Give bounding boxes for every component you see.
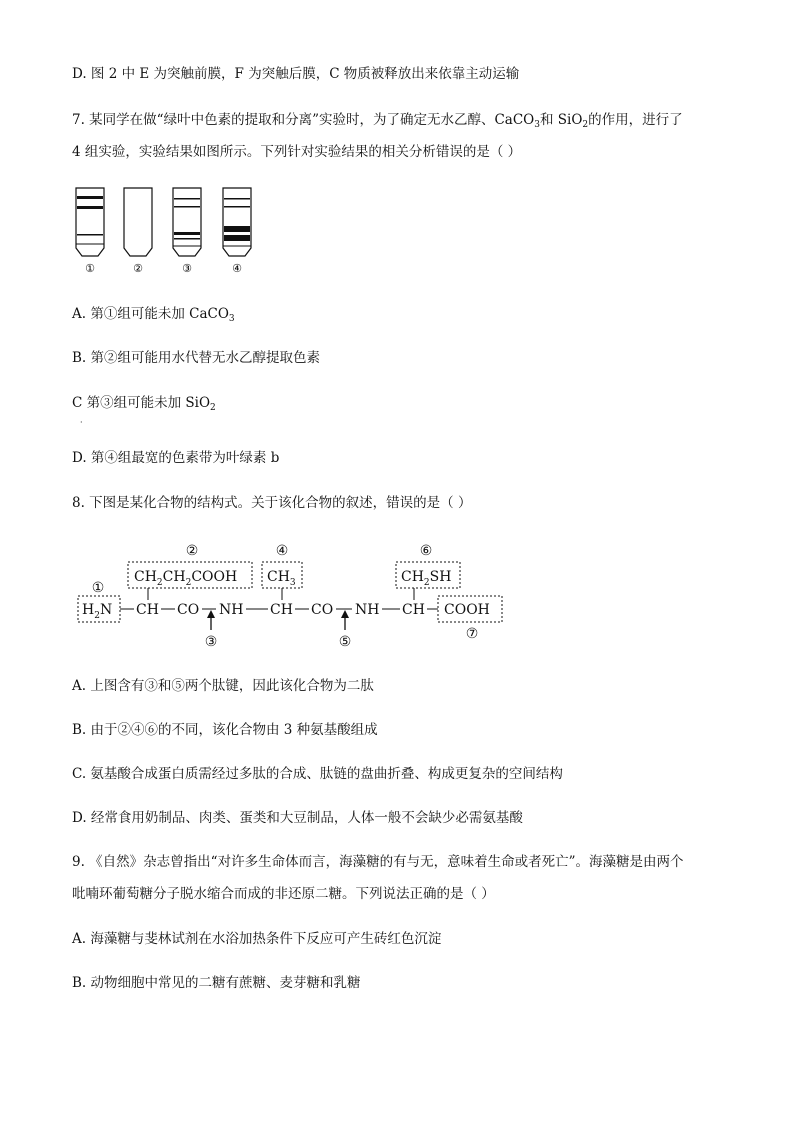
question-9-stem-line-1: 9. 《自然》杂志曾指出“对许多生命体而言，海藻糖的有与无，意味着生命或者死亡”。海藻糖是由两个 (72, 854, 684, 870)
marker-2: ② (185, 543, 199, 559)
filter-strip-1 (76, 188, 104, 256)
question-8-option-d: D. 经常食用奶制品、肉类、蛋类和大豆制品，人体一般不会缺少必需氨基酸 (72, 810, 523, 826)
option-text: A. 第①组可能未加 CaCO (72, 306, 229, 322)
tube-label-3: ③ (182, 262, 192, 275)
carbonyl-2: CO (311, 602, 334, 618)
q7-text-part: 的作用，进行了 (588, 112, 683, 128)
subscript: 3 (228, 314, 235, 324)
question-8-option-c: C. 氨基酸合成蛋白质需经过多肽的合成、肽链的盘曲折叠、构成更复杂的空间结构 (72, 766, 563, 782)
q7-text-part: 和 SiO (539, 112, 583, 128)
question-7-option-d: D. 第④组最宽的色素带为叶绿素 b (72, 450, 280, 466)
r-group-6: $CH_2SH$ (401, 569, 452, 588)
filter-strip-3 (173, 188, 201, 256)
structural-formula-figure (68, 538, 518, 648)
question-7-stem-line-1 (72, 110, 683, 135)
filter-strip-2 (124, 188, 152, 256)
carbonyl-1: CO (177, 602, 200, 618)
tube-label-2: ② (133, 262, 143, 275)
question-8-option-b: B. 由于②④⑥的不同，该化合物由 3 种氨基酸组成 (72, 722, 378, 738)
amide-nh-2: NH (355, 602, 380, 618)
amino-group: $H_2N$ (82, 602, 113, 621)
subscript: 2 (582, 120, 589, 130)
marker-4: ④ (275, 543, 289, 559)
question-9-option-b: B. 动物细胞中常见的二糖有蔗糖、麦芽糖和乳糖 (72, 975, 361, 991)
question-9-stem-line-2: 吡喃环葡萄糖分子脱水缩合而成的非还原二糖。下列说法正确的是（ ） (72, 886, 495, 902)
question-6-option-d: D. 图 2 中 E 为突触前膜，F 为突触后膜，C 物质被释放出来依靠主动运输 (72, 66, 520, 82)
r-group-2: $CH_2CH_2COOH$ (134, 569, 238, 588)
question-7-option-a (72, 304, 235, 329)
tube-label-1: ① (85, 262, 95, 275)
question-9-option-a: A. 海藻糖与斐林试剂在水浴加热条件下反应可产生砖红色沉淀 (72, 931, 442, 947)
question-7-option-c (72, 393, 216, 418)
question-7-stem-line-2: 4 组实验，实验结果如图所示。下列针对实验结果的相关分析错误的是（ ） (72, 144, 522, 160)
question-7-option-b: B. 第②组可能用水代替无水乙醇提取色素 (72, 350, 321, 366)
marker-6: ⑥ (419, 543, 433, 559)
question-8-stem: 8. 下图是某化合物的结构式。关于该化合物的叙述，错误的是（ ） (72, 495, 472, 511)
q7-text-part: 7. 某同学在做“绿叶中色素的提取和分离”实验时，为了确定无水乙醇、CaCO (72, 112, 535, 128)
alpha-carbon-2: CH (270, 602, 293, 618)
filter-strip-4 (223, 188, 251, 256)
alpha-carbon-3: CH (402, 602, 425, 618)
subscript: 3 (534, 120, 540, 130)
marker-5: ⑤ (338, 634, 352, 648)
subscript: 2 (210, 403, 216, 413)
question-8-option-a: A. 上图含有③和⑤两个肽键，因此该化合物为二肽 (72, 678, 374, 694)
marker-3: ③ (204, 634, 218, 648)
chromatography-figure (72, 186, 272, 278)
alpha-carbon-1: CH (136, 602, 159, 618)
carboxyl-group: COOH (444, 602, 490, 618)
marker-7: ⑦ (465, 626, 479, 642)
stray-dot: · (80, 418, 83, 427)
option-text: C 第③组可能未加 SiO (72, 395, 211, 411)
marker-1: ① (91, 580, 105, 596)
amide-nh-1: NH (219, 602, 244, 618)
r-group-4: $CH_3$ (267, 569, 296, 588)
tube-label-4: ④ (232, 262, 242, 275)
